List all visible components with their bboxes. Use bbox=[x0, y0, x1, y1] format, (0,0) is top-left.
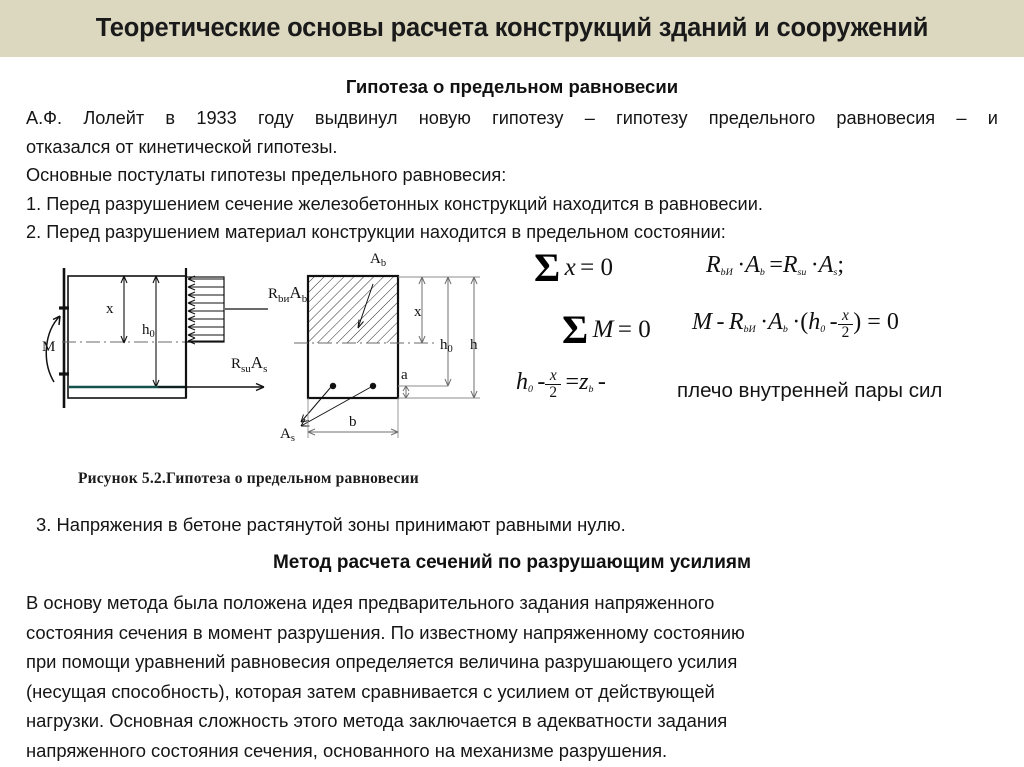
line1-word-4: году bbox=[258, 108, 294, 128]
lower-line-3: при помощи уравнений равновесия определяется величина разрушающего усилия bbox=[26, 651, 738, 673]
lever-arm-description: плечо внутренней пары сил bbox=[677, 379, 943, 402]
line1-word-7: гипотезу bbox=[492, 108, 564, 128]
eq3-equals: = bbox=[565, 368, 580, 395]
line1-word-12: – bbox=[956, 108, 967, 128]
equation-lever-arm bbox=[516, 368, 606, 401]
dim-h0-right bbox=[445, 277, 451, 386]
figure-caption: Рисунок 5.2.Гипотеза о предельном равновесии bbox=[78, 470, 419, 487]
eq1-R2-sub: su bbox=[797, 266, 807, 278]
eq3-z-sub: b bbox=[588, 383, 594, 395]
line1-word-1: Лолейт bbox=[83, 108, 145, 128]
rebar-dot-left bbox=[330, 383, 336, 389]
eq2-open-paren: ·( bbox=[792, 308, 809, 335]
page-title: Теоретические основы расчета конструкций зданий и сооружений bbox=[95, 14, 929, 42]
label-steel-force: $R_{su}A_s$ bbox=[231, 353, 268, 375]
eq2-rhs: = 0 bbox=[617, 316, 651, 343]
dim-a-right bbox=[403, 386, 409, 398]
eq1-semicolon: ; bbox=[837, 252, 844, 278]
equation-sum-M bbox=[562, 307, 651, 352]
section-2-subtitle: Метод расчета сечений по разрушающим усилиям bbox=[272, 552, 752, 573]
eq3-frac-numerator: x bbox=[549, 367, 557, 384]
label-h0-left: $h_0$ bbox=[142, 322, 155, 340]
line1-word-5: выдвинул bbox=[314, 108, 398, 128]
eq2-fraction bbox=[838, 308, 854, 341]
leader-as-1 bbox=[301, 387, 331, 422]
paragraph-line-3: Основные постулаты гипотезы предельного равновесия: bbox=[26, 165, 507, 185]
eq2-M: M bbox=[692, 308, 712, 335]
eq2-minus: - bbox=[716, 308, 725, 335]
paragraph-line-4: 1. Перед разрушением сечение железобетонных конструкций находится в равновесии. bbox=[26, 193, 763, 214]
eq2-A-sub: b bbox=[782, 323, 788, 335]
sigma-symbol-1: Σ bbox=[534, 245, 561, 290]
eq2-R-sub: bИ bbox=[743, 323, 756, 335]
sigma-symbol-2: Σ bbox=[562, 307, 589, 352]
eq1-dot-2: · bbox=[810, 252, 819, 278]
line1-word-3: 1933 bbox=[196, 108, 237, 128]
eq2-R: R bbox=[728, 308, 744, 335]
section-1-subtitle: Гипотеза о предельном равновесии bbox=[345, 76, 679, 97]
label-a-cover: a bbox=[401, 367, 408, 383]
eq1-R1: R bbox=[706, 252, 721, 278]
eq1-equals: = bbox=[769, 252, 783, 278]
line1-word-6: новую bbox=[418, 108, 471, 128]
eq2-close: ) = 0 bbox=[853, 308, 899, 335]
eq1-rhs: = 0 bbox=[580, 254, 614, 281]
eq1-dot-1: · bbox=[737, 252, 746, 278]
postulate-3: 3. Напряжения в бетоне растянутой зоны принимают равными нулю. bbox=[36, 514, 626, 535]
figure-svg bbox=[18, 246, 528, 501]
label-concrete-force: $R_{bи}A_b$ bbox=[268, 283, 308, 305]
eq2-minus-2: - bbox=[829, 308, 838, 335]
eq3-fraction bbox=[545, 368, 561, 401]
equation-sum-x bbox=[534, 245, 614, 290]
label-moment-M: M bbox=[42, 339, 56, 355]
leader-as-2 bbox=[301, 387, 371, 426]
eq3-minus: - bbox=[537, 368, 546, 395]
label-b-width: b bbox=[349, 414, 357, 430]
eq1-variable: x bbox=[564, 254, 576, 281]
line1-word-13: и bbox=[987, 108, 998, 128]
eq2-A: A bbox=[768, 308, 783, 335]
label-h0-right: $h_0$ bbox=[440, 337, 453, 355]
eq2-h0: h bbox=[808, 308, 821, 335]
rebar-dot-right bbox=[370, 383, 376, 389]
eq2-frac-denominator: 2 bbox=[838, 324, 854, 341]
eq2-variable: M bbox=[592, 316, 614, 343]
lower-line-4: (несущая способность), которая затем сравнивается с усилием от действующей bbox=[26, 680, 715, 702]
paragraph-line-1 bbox=[26, 104, 998, 133]
eq2-frac-numerator: x bbox=[842, 307, 849, 324]
eq1-A2: A bbox=[818, 252, 834, 278]
equation-force-balance bbox=[706, 252, 844, 279]
eq1-A1: A bbox=[745, 252, 760, 278]
line1-word-2: в bbox=[165, 108, 176, 128]
figure-labels bbox=[42, 251, 478, 444]
lower-line-5: нагрузки. Основная сложность этого метода заключается в адекватности задания bbox=[26, 710, 728, 732]
eq1-R1-sub: bИ bbox=[720, 266, 733, 278]
eq3-h0: h bbox=[516, 368, 528, 395]
eq1-A1-sub: b bbox=[759, 266, 765, 278]
label-h-right: h bbox=[470, 337, 478, 353]
equation-moment-balance bbox=[692, 308, 899, 341]
eq3-dash: - bbox=[597, 368, 606, 395]
lower-line-1: В основу метода была положена идея предварительного задания напряженного bbox=[26, 592, 715, 613]
eq1-A2-sub: s bbox=[833, 266, 838, 278]
formula-area bbox=[512, 245, 1024, 418]
line1-word-8: – bbox=[584, 108, 595, 128]
line1-word-11: равновесия bbox=[836, 108, 936, 128]
label-x-left: x bbox=[106, 301, 114, 317]
section-2-paragraph bbox=[26, 588, 998, 766]
eq2-h0-sub: 0 bbox=[820, 323, 826, 335]
line1-word-0: А.Ф. bbox=[26, 108, 63, 128]
line1-word-10: предельного bbox=[708, 108, 816, 128]
label-x-right: x bbox=[414, 304, 422, 320]
paragraph-line-5: 2. Перед разрушением материал конструкции находится в предельном состоянии: bbox=[26, 222, 726, 242]
eq3-h0-sub: 0 bbox=[528, 383, 533, 395]
lower-line-2: состояния сечения в момент разрушения. По известному напряженному состоянию bbox=[26, 621, 745, 643]
section-1-paragraph bbox=[26, 104, 998, 247]
eq3-z: z bbox=[579, 368, 589, 395]
label-As: $A_s$ bbox=[280, 426, 295, 444]
figure-limit-equilibrium bbox=[18, 246, 528, 501]
compression-zone-hatch bbox=[308, 276, 398, 343]
eq2-dot-1: · bbox=[760, 308, 769, 335]
eq1-R2: R bbox=[782, 252, 798, 278]
paragraph-line-2: отказался от кинетической гипотезы. bbox=[26, 136, 338, 157]
lower-line-6: напряженного состояния сечения, основанного на механизме разрушения. bbox=[26, 739, 668, 761]
stress-arrows bbox=[188, 276, 224, 344]
label-Ab: $A_b$ bbox=[370, 251, 387, 269]
eq3-frac-denominator: 2 bbox=[545, 384, 561, 401]
line1-word-9: гипотезу bbox=[616, 108, 688, 128]
